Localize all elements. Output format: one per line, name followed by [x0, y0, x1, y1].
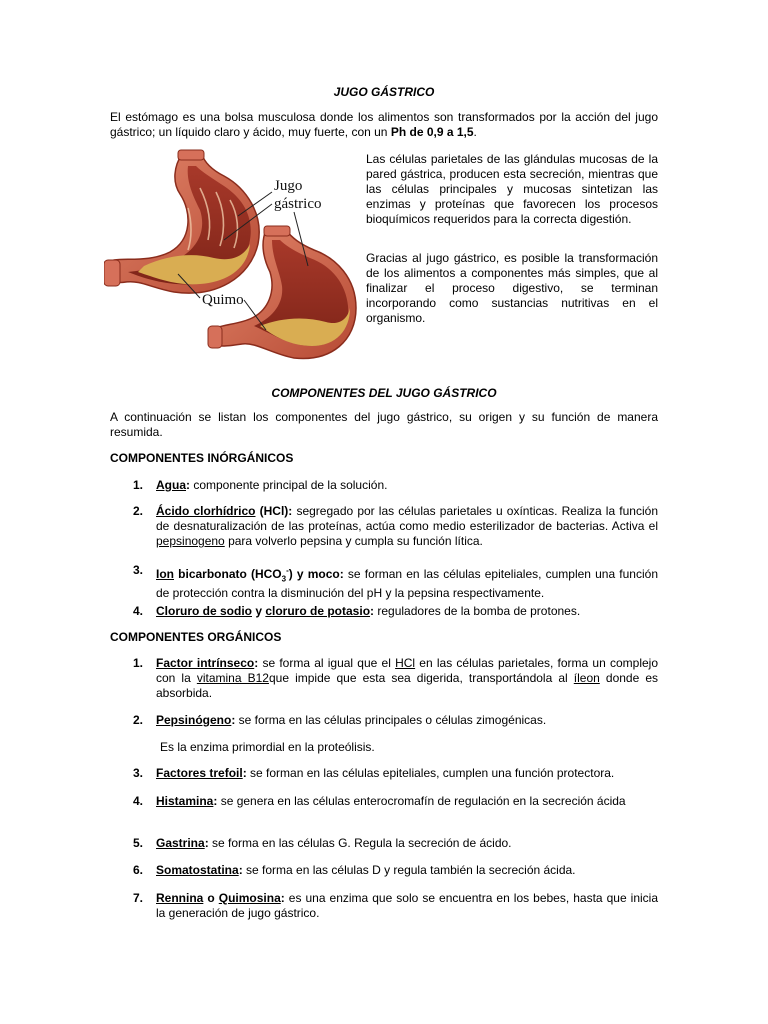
figure-label-gastrico: gástrico	[274, 196, 322, 212]
item-text: es una enzima que solo se encuentra en los bebes, hasta que inicia la generación de jugo gástrico.	[156, 891, 658, 920]
item-number: 4.	[133, 794, 144, 808]
item-number: 3.	[133, 766, 144, 780]
figure-label-jugo: Jugo	[274, 178, 303, 194]
item-subscript: 3	[281, 574, 287, 584]
intro-end: .	[473, 125, 477, 139]
item-colon: :	[213, 794, 218, 808]
components-title: COMPONENTES DEL JUGO GÁSTRICO	[271, 386, 497, 400]
item-colon: :	[254, 656, 259, 670]
hcl-link[interactable]: HCl	[395, 656, 416, 670]
item-text-d: donde es absorbida.	[156, 671, 659, 700]
item-number: 2.	[133, 504, 144, 518]
item-text: se forma en las células D y regula también la secreción ácida.	[242, 863, 576, 877]
item-superscript: -	[286, 566, 289, 575]
item-text: se genera en las células enterocromafín de regulación en la secreción ácida	[217, 794, 626, 808]
organic-heading: COMPONENTES ORGÁNICOS	[110, 630, 282, 644]
item-term2: Quimosina	[218, 891, 281, 905]
stomach-illustration	[104, 148, 358, 370]
pepsinogeno-note: Es la enzima primordial en la proteólisis.	[160, 740, 375, 754]
item-term: Ion	[156, 567, 174, 581]
item-term: Gastrina	[156, 836, 205, 850]
components-intro: A continuación se listan los componentes del jugo gástrico, su origen y su función de manera resumida.	[110, 410, 658, 439]
item-number: 1.	[133, 478, 144, 492]
item-text-c: que impide que esta sea digerida, transportándola al	[268, 671, 574, 685]
item-number: 2.	[133, 713, 144, 727]
item-term: Pepsinógeno	[156, 713, 232, 727]
item-term-extra: (HCl):	[255, 504, 293, 518]
item-text: se forman en las células epiteliales, cumplen una función de protección contra la disminución del pH y la pepsina respectivamente.	[156, 567, 658, 601]
pepsinogeno-link[interactable]: pepsinogeno	[156, 534, 225, 548]
item-text: componente principal de la solución.	[190, 478, 388, 492]
item-colon: :	[280, 891, 285, 905]
item-colon: :	[231, 713, 236, 727]
item-term: Factores trefoil	[156, 766, 243, 780]
figure-label-quimo: Quimo	[202, 292, 244, 308]
item-colon: :	[238, 863, 243, 877]
vitamina-b12-link[interactable]: vitamina B12	[196, 671, 269, 685]
item-term: Rennina	[156, 891, 204, 905]
item-term: Cloruro de sodio	[156, 604, 252, 618]
item-number: 6.	[133, 863, 144, 877]
ileon-link[interactable]: íleon	[573, 671, 600, 685]
item-number: 4.	[133, 604, 144, 618]
item-colon: :	[204, 836, 209, 850]
item-text: segregado por las células parietales u oxínticas. Realiza la función de desnaturalización de las proteínas, actúa como medio esterilizador de bacterias. Activa el	[156, 504, 658, 533]
inorganic-heading: COMPONENTES INÓRGÁNICOS	[110, 451, 294, 465]
item-text-end: para volverlo pepsina y cumpla su función lítica.	[224, 534, 483, 548]
item-colon: :	[370, 604, 375, 618]
intro-ph: Ph de 0,9 a 1,5	[390, 125, 474, 139]
intro-paragraph	[110, 110, 658, 140]
item-term-extra: bicarbonato (HCO	[174, 567, 282, 581]
item-mid: y	[252, 604, 266, 618]
item-colon: :	[186, 478, 190, 492]
item-text: reguladores de la bomba de protones.	[374, 604, 581, 618]
item-term-extra2: ) y moco:	[288, 567, 344, 581]
item-number: 5.	[133, 836, 144, 850]
item-number: 1.	[133, 656, 144, 670]
right-column-p1: Las células parietales de las glándulas mucosas de la pared gástrica, producen esta secreción, mientras que las células principales y mucosas sintetizan las enzimas y proteínas que favorecen los procesos bioquímicos requeridos para la correcta digestión.	[366, 152, 658, 226]
item-text: se forman en las células epiteliales, cumplen una función protectora.	[246, 766, 615, 780]
item-text-b: en las células parietales, forma un complejo con la	[156, 656, 658, 685]
item-text: se forma en las células principales o células zimogénicas.	[235, 713, 547, 727]
item-term2: cloruro de potasio	[265, 604, 371, 618]
item-text: se forma al igual que el	[258, 656, 396, 670]
item-text: se forma en las células G. Regula la secreción de ácido.	[208, 836, 512, 850]
page-title: JUGO GÁSTRICO	[333, 85, 435, 99]
item-term: Somatostatina	[156, 863, 239, 877]
intro-text: El estómago es una bolsa musculosa donde los alimentos son transformados por la acción del jugo gástrico; un líquido claro y ácido, muy fuerte, con un	[110, 110, 658, 139]
item-term: Agua	[156, 478, 186, 492]
item-number: 7.	[133, 891, 144, 905]
item-term: Factor intrínseco	[156, 656, 255, 670]
item-mid: o	[203, 891, 219, 905]
right-column-p2: Gracias al jugo gástrico, es posible la transformación de los alimentos a componentes más simples, que al finalizar el proceso digestivo, se terminan incorporando como sustancias nutritivas en el organismo.	[366, 251, 658, 325]
item-number: 3.	[133, 563, 144, 577]
item-term: Ácido clorhídrico	[156, 504, 256, 518]
item-colon: :	[242, 766, 247, 780]
item-term: Histamina	[156, 794, 214, 808]
